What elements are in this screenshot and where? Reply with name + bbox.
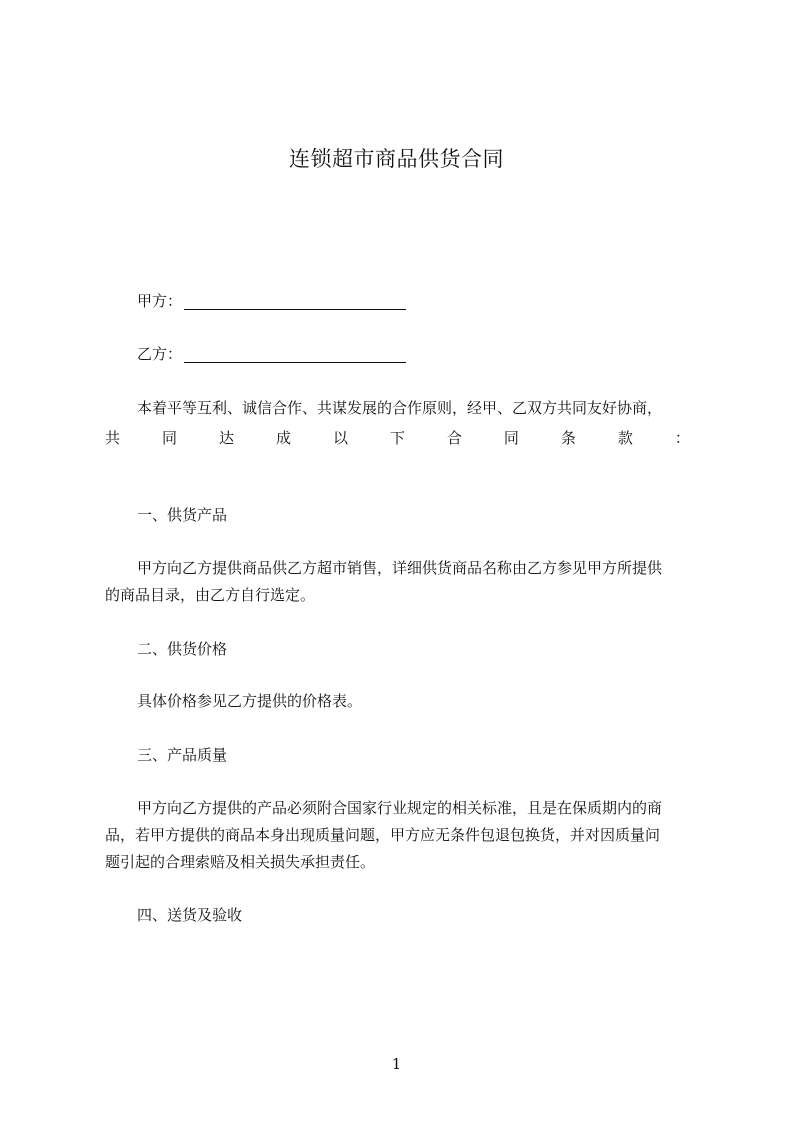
intro-char: 共 — [105, 429, 121, 447]
intro-char: 同 — [161, 429, 177, 447]
intro-char: 合 — [446, 429, 462, 447]
intro-line-2 — [105, 428, 690, 448]
section-2-line-1: 具体价格参见乙方提供的价格表。 — [137, 692, 363, 710]
intro-char: 达 — [218, 429, 234, 447]
intro-char: 同 — [503, 429, 519, 447]
section-3-line-3: 题引起的合理索赔及相关损失承担责任。 — [105, 853, 376, 871]
document-title: 连锁超市商品供货合同 — [289, 147, 504, 171]
intro-char: 条 — [560, 429, 576, 447]
page-number: 1 — [391, 1055, 402, 1073]
intro-char: 成 — [275, 429, 291, 447]
intro-char: 款 — [617, 429, 633, 447]
section-3-line-1: 甲方向乙方提供的产品必须附合国家行业规定的相关标准，且是在保质期内的商 — [137, 799, 663, 817]
section-2-heading: 二、供货价格 — [137, 640, 228, 658]
party-a-blank-line — [184, 293, 406, 310]
section-3-heading: 三、产品质量 — [137, 746, 228, 764]
party-a-field — [137, 291, 406, 311]
intro-char: 下 — [389, 429, 405, 447]
intro-line-1: 本着平等互利、诚信合作、共谋发展的合作原则，经甲、乙双方共同友好协商， — [137, 399, 663, 417]
section-1-line-2: 的商品目录，由乙方自行选定。 — [105, 586, 316, 604]
section-1-heading: 一、供货产品 — [137, 506, 228, 524]
party-b-label: 乙方： — [137, 345, 183, 363]
party-b-blank-line — [184, 346, 406, 363]
party-a-label: 甲方： — [137, 292, 183, 310]
intro-char: ： — [674, 429, 690, 447]
party-b-field — [137, 344, 406, 364]
intro-char: 以 — [332, 429, 348, 447]
section-4-heading: 四、送货及验收 — [137, 906, 243, 924]
section-3-line-2: 品，若甲方提供的商品本身出现质量问题，甲方应无条件包退包换货，并对因质量问 — [105, 826, 661, 844]
section-1-line-1: 甲方向乙方提供商品供乙方超市销售，详细供货商品名称由乙方参见甲方所提供 — [137, 559, 663, 577]
